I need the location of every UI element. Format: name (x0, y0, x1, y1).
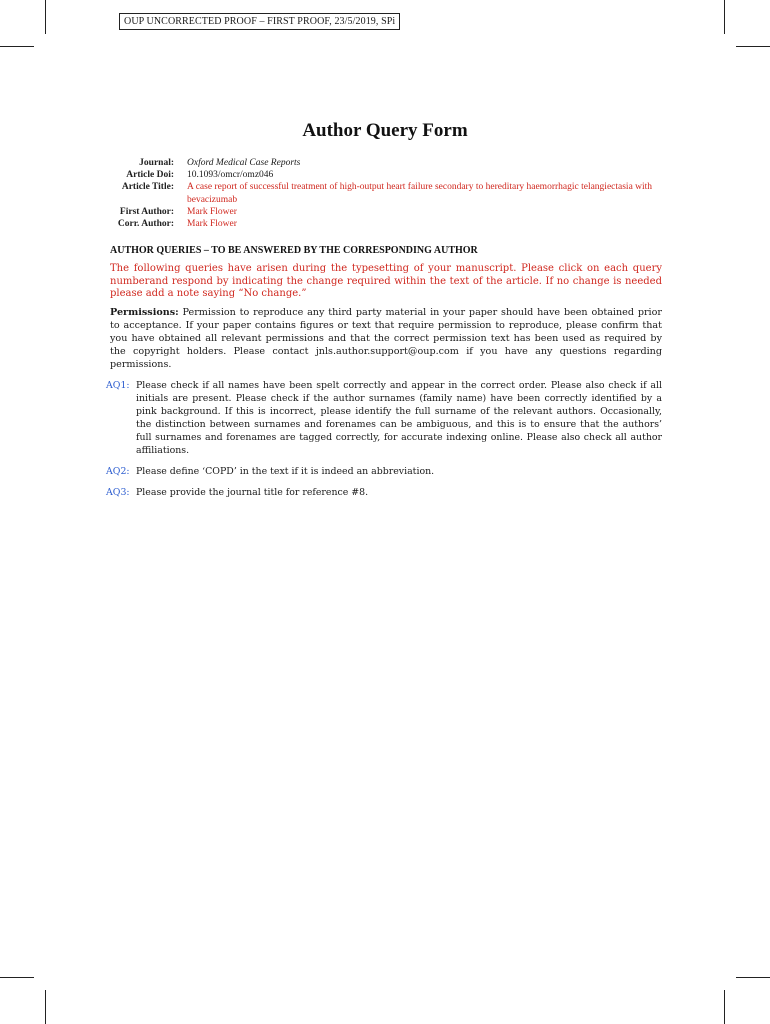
first-author[interactable]: Mark Flower (187, 206, 237, 217)
crop-mark-top-right-h (736, 46, 770, 47)
crop-mark-bottom-left-h (0, 977, 34, 978)
permissions-label: Permissions: (110, 307, 179, 318)
corresponding-author[interactable]: Mark Flower (187, 219, 237, 230)
query-item (106, 379, 662, 457)
query-text: Please check if all names have been spelt correctly and appear in the correct order. Please also check if all initials are present. Please check if the author surnames (family name) have been correctly identified by a pink background. If this is incorrect, please identify the full surname of the relevant authors. Occasionally, the distinction between surnames and forenames can be ambiguous, and this is to ensure that the authors’ full surnames and forenames are tagged correctly, for accurate indexing online. Please also check all author affiliations. (136, 380, 662, 456)
meta-row-title (110, 181, 670, 205)
permissions-paragraph (110, 306, 662, 371)
crop-mark-bottom-right-h (736, 977, 770, 978)
page-title: Author Query Form (302, 120, 468, 141)
meta-row-doi (110, 169, 670, 181)
proof-header-stamp: OUP UNCORRECTED PROOF – FIRST PROOF, 23/5/2019, SPi (119, 13, 400, 30)
crop-mark-top-right (724, 0, 725, 34)
query-item (106, 486, 662, 499)
instructions-paragraph: The following queries have arisen during the typesetting of your manuscript. Please click on each query numberand respond by indicating the change required within the text of the article. If no change is needed please add a note saying “No change.” (110, 263, 662, 300)
meta-row-first-author (110, 206, 670, 218)
query-link-aq1[interactable]: AQ1: (106, 380, 130, 391)
crop-mark-bottom-left (45, 990, 46, 1024)
meta-label: Journal: (139, 158, 174, 168)
permissions-text: Permission to reproduce any third party material in your paper should have been obtained prior to acceptance. If your paper contains figures or text that require permission to reproduce, please confirm that you have obtained all relevant permissions and that the correct permission text has been used as required by the copyright holders. Please contact jnls.author.support@oup.com if you have any questions regarding permissions. (110, 307, 662, 370)
crop-mark-bottom-right (724, 990, 725, 1024)
meta-label: Article Title: (121, 182, 174, 193)
query-item (106, 465, 662, 478)
query-text: Please provide the journal title for reference #8. (136, 487, 369, 498)
journal-name: Oxford Medical Case Reports (187, 158, 301, 168)
meta-label: First Author: (119, 206, 174, 217)
crop-mark-top-left-h (0, 46, 34, 47)
meta-row-journal (110, 157, 670, 169)
meta-label: Corr. Author: (117, 219, 174, 230)
query-link-aq3[interactable]: AQ3: (106, 487, 130, 498)
article-metadata (110, 157, 670, 230)
article-title[interactable]: A case report of successful treatment of high-output heart failure secondary to hereditary haemorrhagic telangiectasia with bevacizumab (187, 182, 653, 205)
query-list (106, 379, 662, 507)
query-link-aq2[interactable]: AQ2: (106, 466, 130, 477)
meta-row-corr-author (110, 218, 670, 230)
query-text: Please define ‘COPD’ in the text if it is indeed an abbreviation. (136, 466, 435, 477)
article-doi: 10.1093/omcr/omz046 (187, 170, 274, 181)
section-heading: AUTHOR QUERIES – TO BE ANSWERED BY THE CORRESPONDING AUTHOR (110, 245, 478, 256)
meta-label: Article Doi: (126, 170, 174, 181)
crop-mark-top-left (45, 0, 46, 34)
